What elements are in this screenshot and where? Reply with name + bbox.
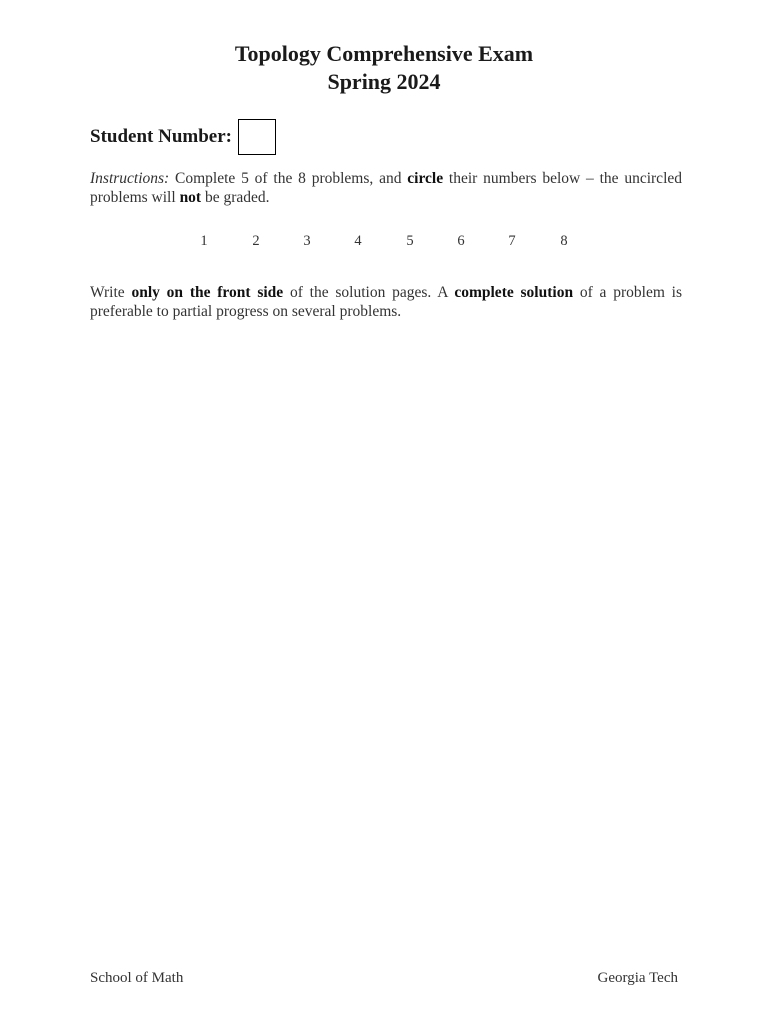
- exam-title-block: [0, 40, 768, 96]
- problem-number-6[interactable]: 6: [457, 233, 465, 249]
- footer-school: School of Math: [90, 970, 184, 986]
- exam-title: Topology Comprehensive Exam: [234, 41, 534, 66]
- footer-institution: Georgia Tech: [597, 970, 678, 986]
- student-number-label: Student Number:: [90, 126, 232, 147]
- student-number-row: [90, 118, 276, 156]
- exam-term: Spring 2024: [327, 69, 441, 94]
- write-note-text-2: of the solution pages. A: [283, 284, 455, 301]
- student-number-box[interactable]: [238, 119, 276, 155]
- problem-number-2[interactable]: 2: [252, 233, 260, 249]
- problem-number-7[interactable]: 7: [508, 233, 516, 249]
- instructions-text-1: Complete 5 of the 8 problems, and: [169, 170, 408, 187]
- problem-number-3[interactable]: 3: [303, 233, 311, 249]
- instructions-circle-word: circle: [407, 170, 444, 187]
- instructions-paragraph: [90, 169, 682, 207]
- problem-number-4[interactable]: 4: [354, 233, 362, 249]
- write-note-text-3: of a problem is preferable to partial progress on several problems.: [90, 284, 682, 320]
- instructions-not-word: not: [179, 189, 202, 206]
- instructions-lead: Instructions:: [90, 170, 170, 187]
- write-note-front-side: only on the front side: [131, 284, 284, 301]
- instructions-text-2: their numbers below – the uncircled problems will: [90, 170, 682, 206]
- instructions-text-3: be graded.: [201, 189, 270, 206]
- problem-number-8[interactable]: 8: [560, 233, 568, 249]
- problem-number-1[interactable]: 1: [200, 233, 208, 249]
- problem-number-list: [0, 233, 768, 253]
- page-footer: [90, 970, 678, 987]
- writing-guidelines-paragraph: [90, 283, 682, 321]
- problem-number-5[interactable]: 5: [406, 233, 414, 249]
- write-note-text-1: Write: [90, 284, 132, 301]
- write-note-complete-solution: complete solution: [454, 284, 574, 301]
